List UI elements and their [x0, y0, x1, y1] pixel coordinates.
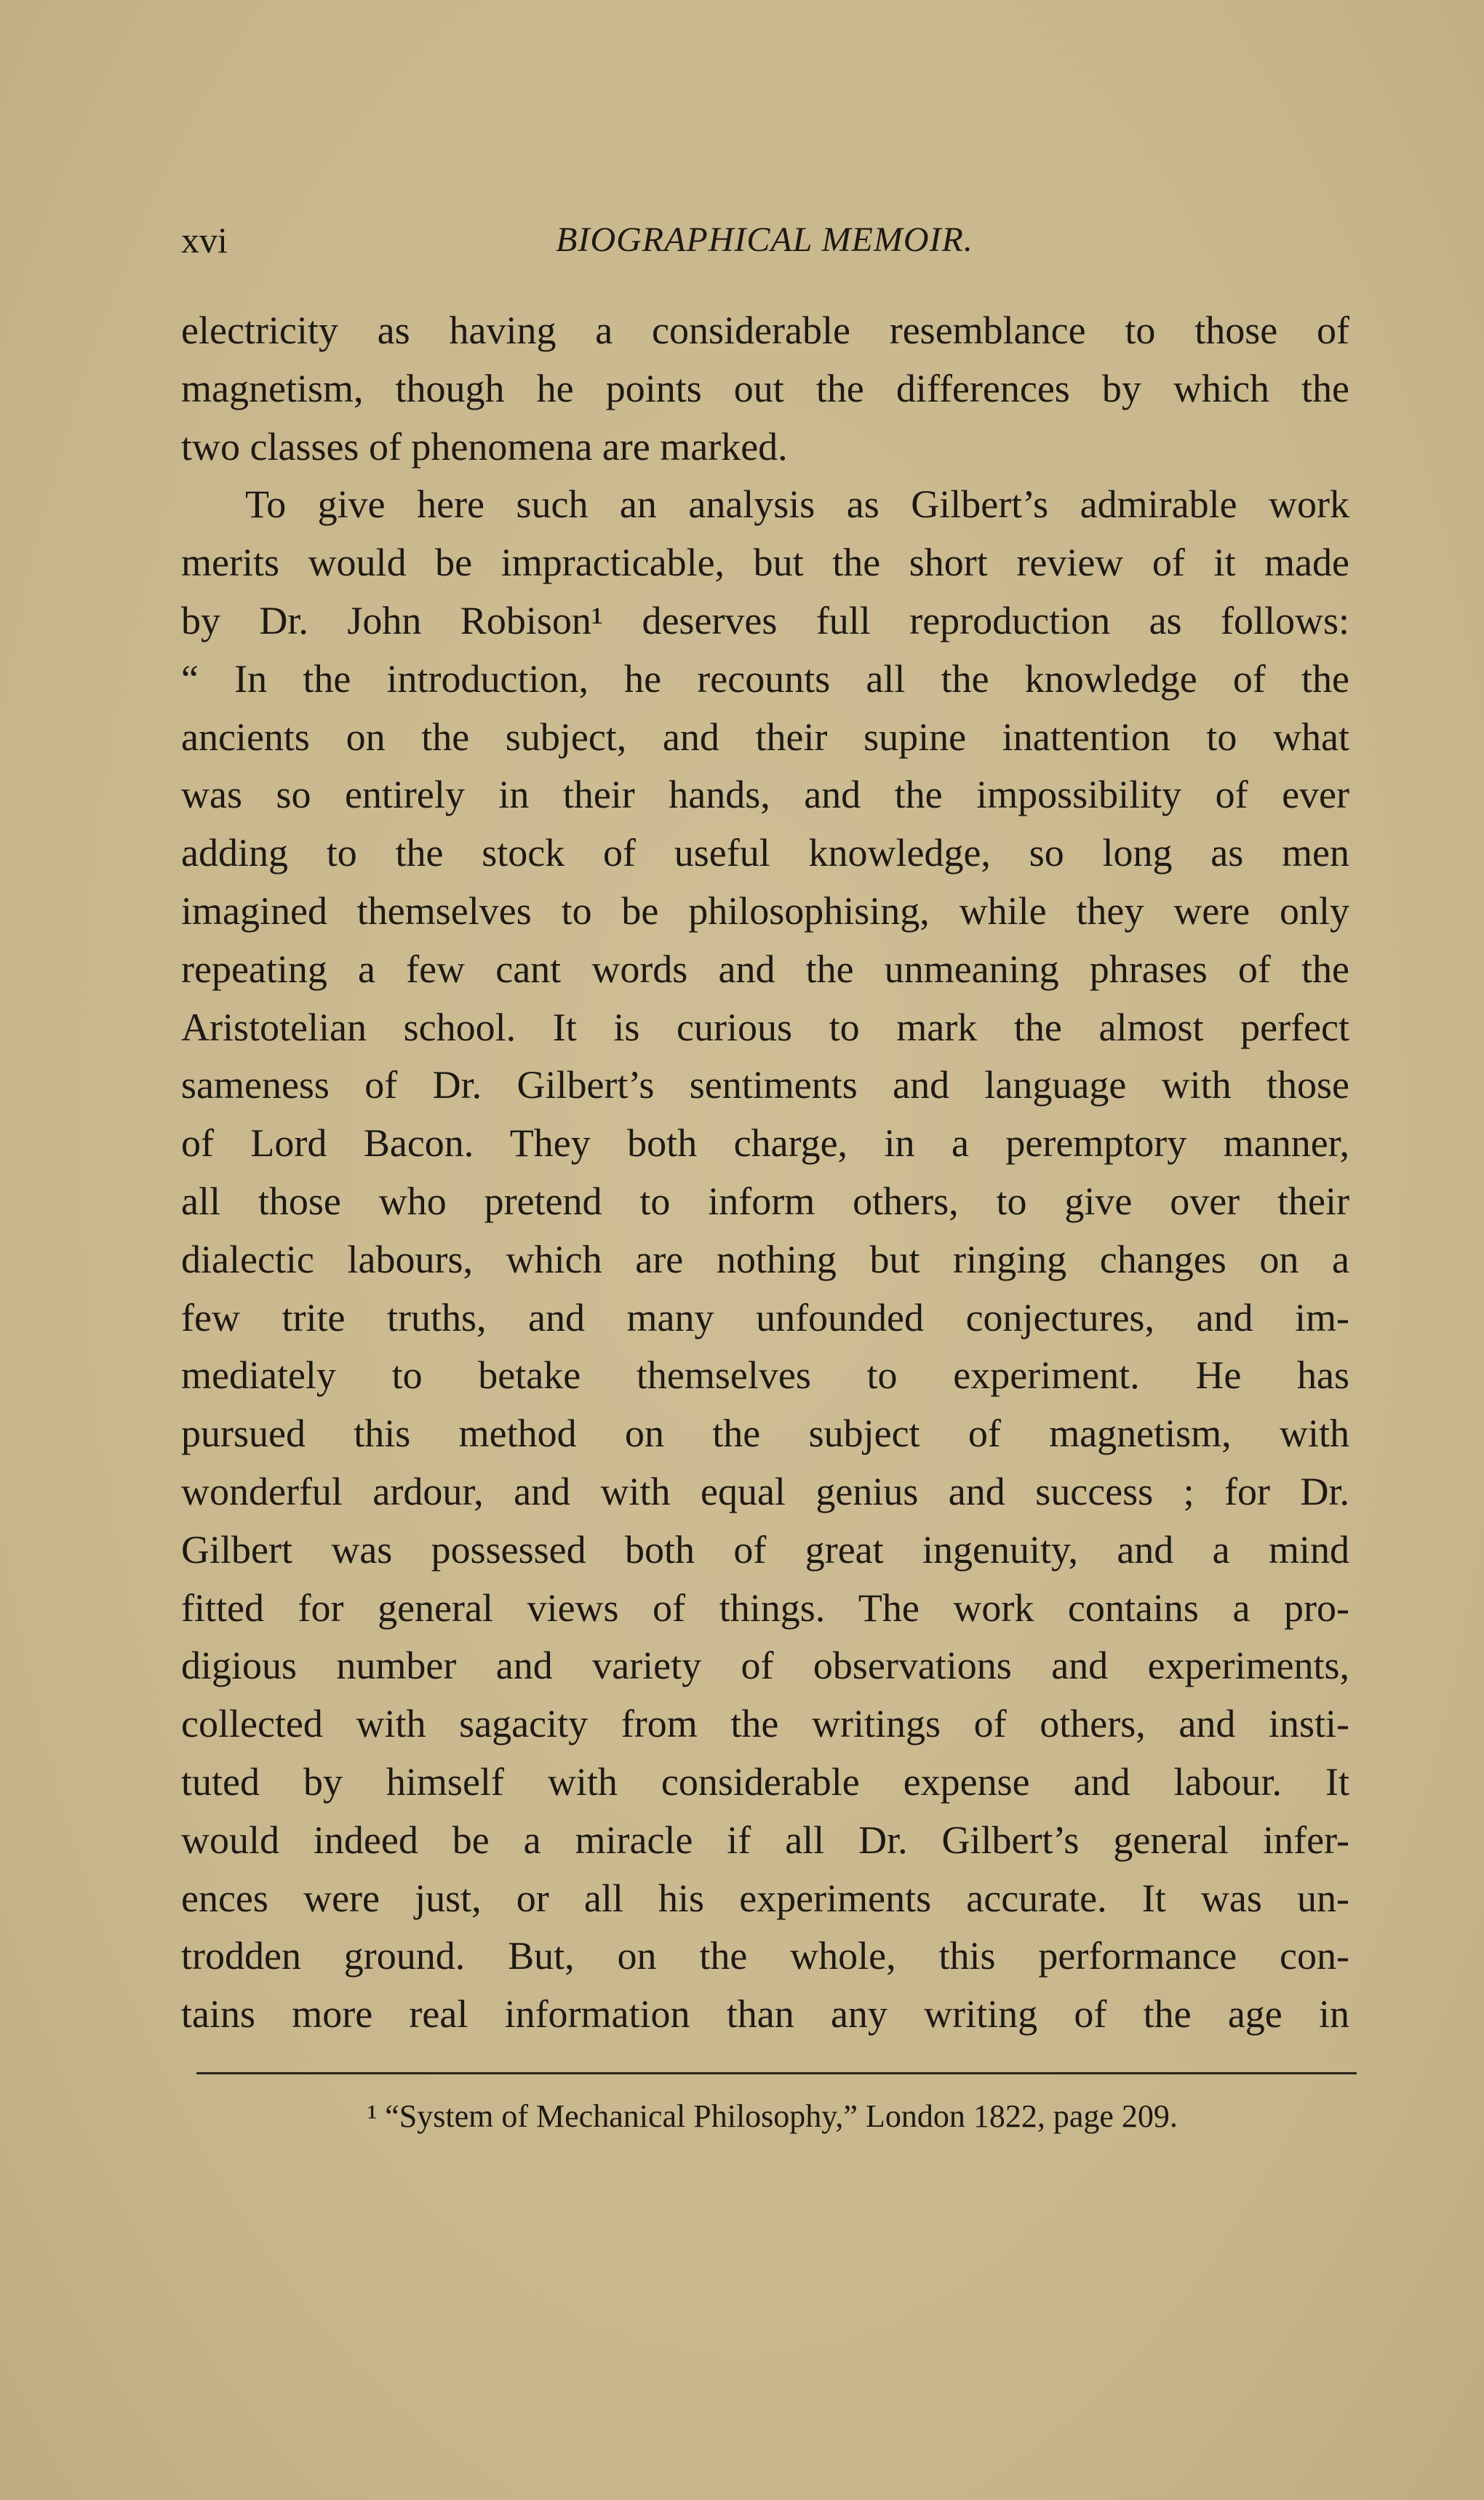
text-line: dialectic labours, which are nothing but ringing changes on a	[181, 1237, 1349, 1281]
text-line: two classes of phenomena are marked.	[181, 424, 788, 469]
page-number: xvi	[181, 220, 228, 260]
body-text	[181, 302, 1349, 2044]
text-line: mediately to betake themselves to experiment. He has	[181, 1353, 1349, 1398]
text-line: by Dr. John Robison¹ deserves full reproduction as follows:	[181, 598, 1349, 642]
footnote-rule	[196, 2072, 1357, 2074]
text-line: ancients on the subject, and their supine inattention to what	[181, 714, 1349, 759]
text-line: was so entirely in their hands, and the impossibility of ever	[181, 773, 1349, 817]
text-line: Gilbert was possessed both of great ingenuity, and a mind	[181, 1527, 1349, 1572]
text-line: ences were just, or all his experiments accurate. It was un-	[181, 1876, 1349, 1920]
text-line: digious number and variety of observations and experiments,	[181, 1644, 1349, 1688]
text-line: repeating a few cant words and the unmeaning phrases of the	[181, 947, 1349, 991]
text-line: tains more real information than any writing of the age in	[181, 1992, 1349, 2037]
text-line: fitted for general views of things. The work contains a pro-	[181, 1585, 1349, 1630]
text-line: imagined themselves to be philosophising, while they were only	[181, 888, 1349, 933]
text-line: adding to the stock of useful knowledge, so long as men	[181, 831, 1349, 875]
running-head: BIOGRAPHICAL MEMOIR.	[556, 220, 973, 259]
text-line: pursued this method on the subject of magnetism, with	[181, 1412, 1349, 1456]
footnote: ¹ “System of Mechanical Philosophy,” London 1822, page 209.	[367, 2098, 1178, 2134]
text-line: collected with sagacity from the writings of others, and insti-	[181, 1702, 1349, 1746]
text-line: sameness of Dr. Gilbert’s sentiments and language with those	[181, 1063, 1349, 1107]
text-line: trodden ground. But, on the whole, this performance con-	[181, 1934, 1349, 1978]
text-line: all those who pretend to inform others, to give over their	[181, 1179, 1349, 1223]
text-line: would indeed be a miracle if all Dr. Gilbert’s general infer-	[181, 1818, 1349, 1862]
text-line: merits would be impracticable, but the short review of it made	[181, 541, 1349, 585]
text-line: wonderful ardour, and with equal genius and success ; for Dr.	[181, 1469, 1349, 1513]
text-line: “ In the introduction, he recounts all the knowledge of the	[181, 656, 1349, 701]
text-line: To give here such an analysis as Gilbert’s admirable work	[245, 482, 1349, 527]
text-line: magnetism, though he points out the differences by which the	[181, 366, 1349, 410]
text-line: Aristotelian school. It is curious to mark the almost perfect	[181, 1005, 1349, 1049]
text-line: tuted by himself with considerable expense and labour. It	[181, 1759, 1349, 1804]
text-line: of Lord Bacon. They both charge, in a peremptory manner,	[181, 1121, 1349, 1166]
text-line: few trite truths, and many unfounded conjectures, and im-	[181, 1295, 1349, 1339]
text-line: electricity as having a considerable resemblance to those of	[181, 308, 1349, 352]
